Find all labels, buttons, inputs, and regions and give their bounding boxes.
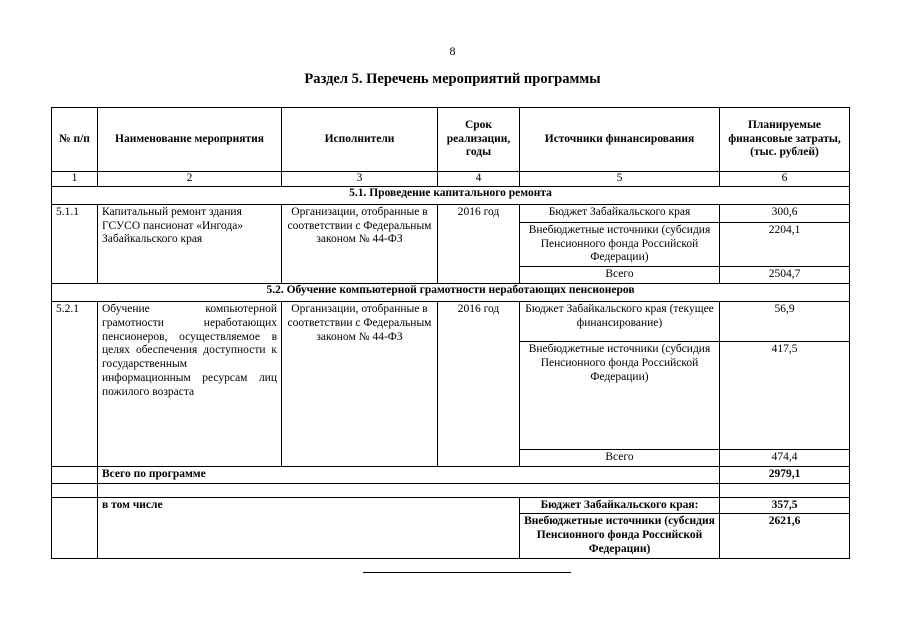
funding-source: Бюджет Забайкальского края	[520, 204, 720, 222]
including-empty-cell	[52, 497, 98, 558]
including-row	[52, 497, 850, 514]
section-heading-row	[52, 186, 850, 204]
funding-source: Бюджет Забайкальского края (текущее финансирование)	[520, 301, 720, 341]
col-number: 1	[52, 172, 98, 187]
table-row	[52, 301, 850, 341]
activity-term: 2016 год	[438, 301, 520, 466]
section-heading-row	[52, 283, 850, 301]
header-name: Наименование мероприятия	[98, 108, 282, 172]
funding-value: 56,9	[720, 301, 850, 341]
including-source: Внебюджетные источники (субсидия Пенсионного фонда Российской Федерации)	[520, 514, 720, 558]
funding-value: 2504,7	[720, 267, 850, 284]
section-heading: 5.1. Проведение капитального ремонта	[52, 186, 850, 204]
total-value: 2979,1	[720, 466, 850, 483]
table-row	[52, 204, 850, 222]
funding-source: Внебюджетные источники (субсидия Пенсионного фонда Российской Федерации)	[520, 222, 720, 266]
section-heading: 5.2. Обучение компьютерной грамотности неработающих пенсионеров	[52, 283, 850, 301]
activity-number: 5.1.1	[52, 204, 98, 283]
total-label: Всего по программе	[98, 466, 720, 483]
page-number: 8	[449, 44, 456, 58]
col-number: 2	[98, 172, 282, 187]
total-row	[52, 466, 850, 483]
funding-value: 300,6	[720, 204, 850, 222]
table-header-row	[52, 108, 850, 172]
col-number: 5	[520, 172, 720, 187]
section-title: Раздел 5. Перечень мероприятий программы	[304, 71, 601, 87]
header-sources: Источники финансирования	[520, 108, 720, 172]
total-empty-cell	[52, 466, 98, 483]
funding-source: Всего	[520, 267, 720, 284]
activity-executors: Организации, отобранные в соответствии с Федеральным законом № 44-ФЗ	[282, 204, 438, 283]
footer-divider	[363, 572, 571, 573]
program-activities-table	[51, 107, 850, 559]
including-value: 357,5	[720, 497, 850, 514]
activity-name: Капитальный ремонт здания ГСУСО пансионат «Ингода» Забайкальского края	[98, 204, 282, 283]
funding-source: Всего	[520, 449, 720, 466]
col-number: 6	[720, 172, 850, 187]
funding-value: 474,4	[720, 449, 850, 466]
column-numbers-row	[52, 172, 850, 187]
col-number: 4	[438, 172, 520, 187]
funding-value: 417,5	[720, 341, 850, 449]
activity-term: 2016 год	[438, 204, 520, 283]
funding-source: Внебюджетные источники (субсидия Пенсионного фонда Российской Федерации)	[520, 341, 720, 449]
activity-number: 5.2.1	[52, 301, 98, 466]
including-label: в том числе	[98, 497, 520, 558]
activity-executors: Организации, отобранные в соответствии с Федеральным законом № 44-ФЗ	[282, 301, 438, 466]
spacer-row	[52, 483, 850, 497]
col-number: 3	[282, 172, 438, 187]
including-value: 2621,6	[720, 514, 850, 558]
including-source: Бюджет Забайкальского края:	[520, 497, 720, 514]
header-executors: Исполнители	[282, 108, 438, 172]
header-costs: Планируемые финансовые затраты, (тыс. рублей)	[720, 108, 850, 172]
funding-value: 2204,1	[720, 222, 850, 266]
spacer-cell	[720, 483, 850, 497]
header-num: № п/п	[52, 108, 98, 172]
header-term: Срок реализации, годы	[438, 108, 520, 172]
spacer-cell	[52, 483, 98, 497]
activity-name: Обучение компьютерной грамотности неработающих пенсионеров, осуществляемое в целях обеспечения доступности к государственным информационным ресурсам лиц пожилого возраста	[98, 301, 282, 466]
spacer-cell	[98, 483, 720, 497]
